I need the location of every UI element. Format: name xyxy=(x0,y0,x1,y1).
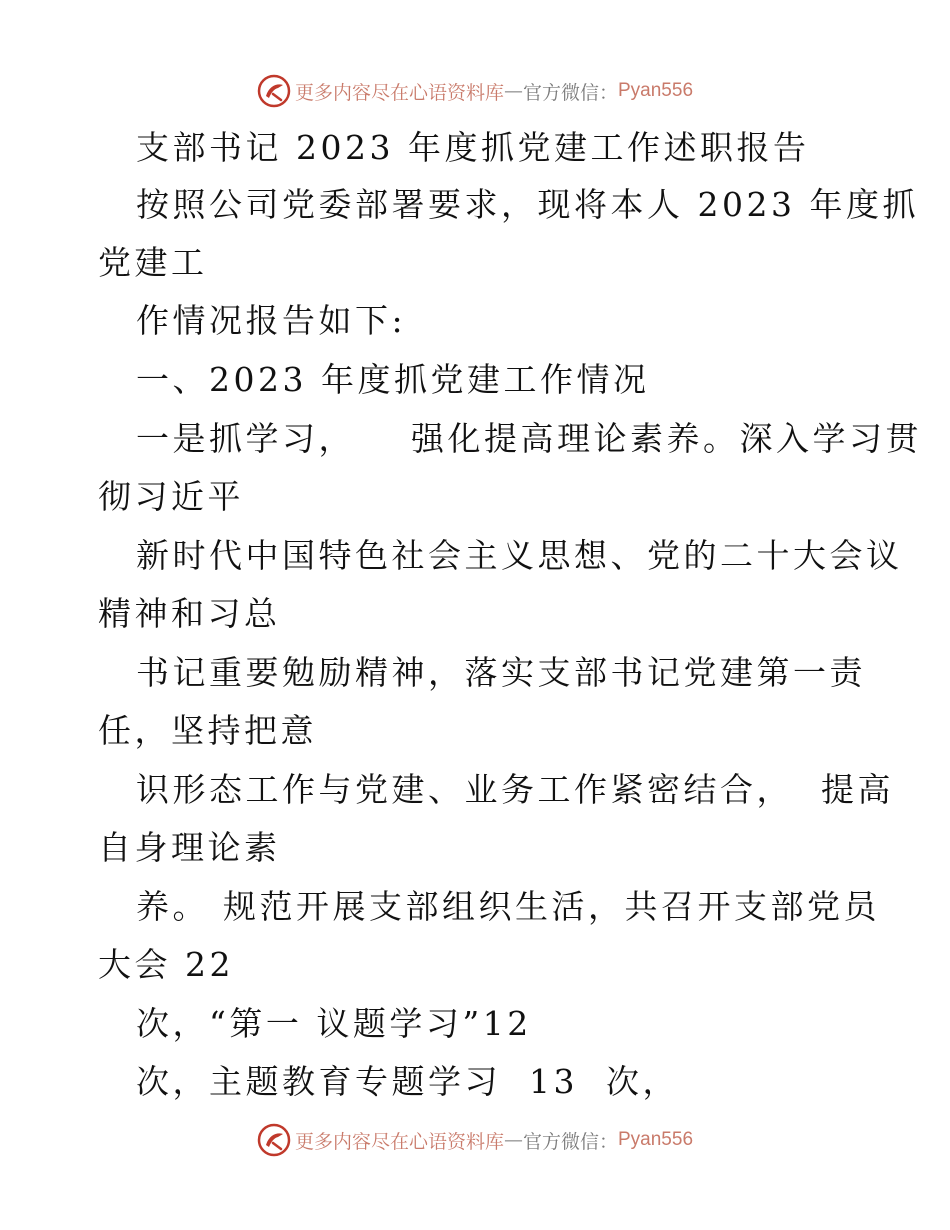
watermark-wechat-id: Pyan556 xyxy=(618,1129,694,1150)
logo-seal-icon xyxy=(257,74,291,108)
logo-seal-icon xyxy=(257,1123,291,1157)
paragraph-line: 一是抓学习， 强化提高理论素养。深入学习贯 xyxy=(136,419,922,458)
paragraph-line: 精神和习总 xyxy=(98,594,281,633)
paragraph-line: 作情况报告如下: xyxy=(136,301,407,340)
paragraph-line: 自身理论素 xyxy=(98,828,281,867)
paragraph-line: 党建工 xyxy=(98,243,208,282)
paragraph-line: 次，主题教育专题学习 13 次， xyxy=(136,1062,679,1101)
paragraph-line: 彻习近平 xyxy=(98,477,244,516)
watermark-separator: — xyxy=(503,1129,523,1151)
paragraph-line: 次，“第一 议题学习”12 xyxy=(136,1004,532,1043)
paragraph-line: 按照公司党委部署要求，现将本人 2023 年度抓 xyxy=(136,185,919,224)
watermark-wechat-label: 官方微信： xyxy=(522,1130,618,1153)
paragraph-line: 任，坚持把意 xyxy=(98,711,317,750)
footer-watermark xyxy=(0,1120,950,1160)
section-heading: 一、2023 年度抓党建工作情况 xyxy=(136,360,650,399)
watermark-main-text: 更多内容尽在心语资料库 xyxy=(294,1130,504,1153)
header-watermark xyxy=(0,71,950,111)
paragraph-line: 大会 22 xyxy=(98,945,234,984)
document-title: 支部书记 2023 年度抓党建工作述职报告 xyxy=(136,128,810,167)
watermark-wechat-label: 官方微信： xyxy=(522,81,618,104)
paragraph-line: 识形态工作与党建、业务工作紧密结合， 提高 xyxy=(136,770,894,809)
watermark-wechat-id: Pyan556 xyxy=(618,80,694,101)
watermark-separator: — xyxy=(503,80,523,102)
watermark-main-text: 更多内容尽在心语资料库 xyxy=(294,81,504,104)
paragraph-line: 新时代中国特色社会主义思想、党的二十大会议 xyxy=(136,536,903,575)
paragraph-line: 养。 规范开展支部组织生活，共召开支部党员 xyxy=(136,887,880,926)
paragraph-line: 书记重要勉励精神，落实支部书记党建第一责 xyxy=(136,653,866,692)
